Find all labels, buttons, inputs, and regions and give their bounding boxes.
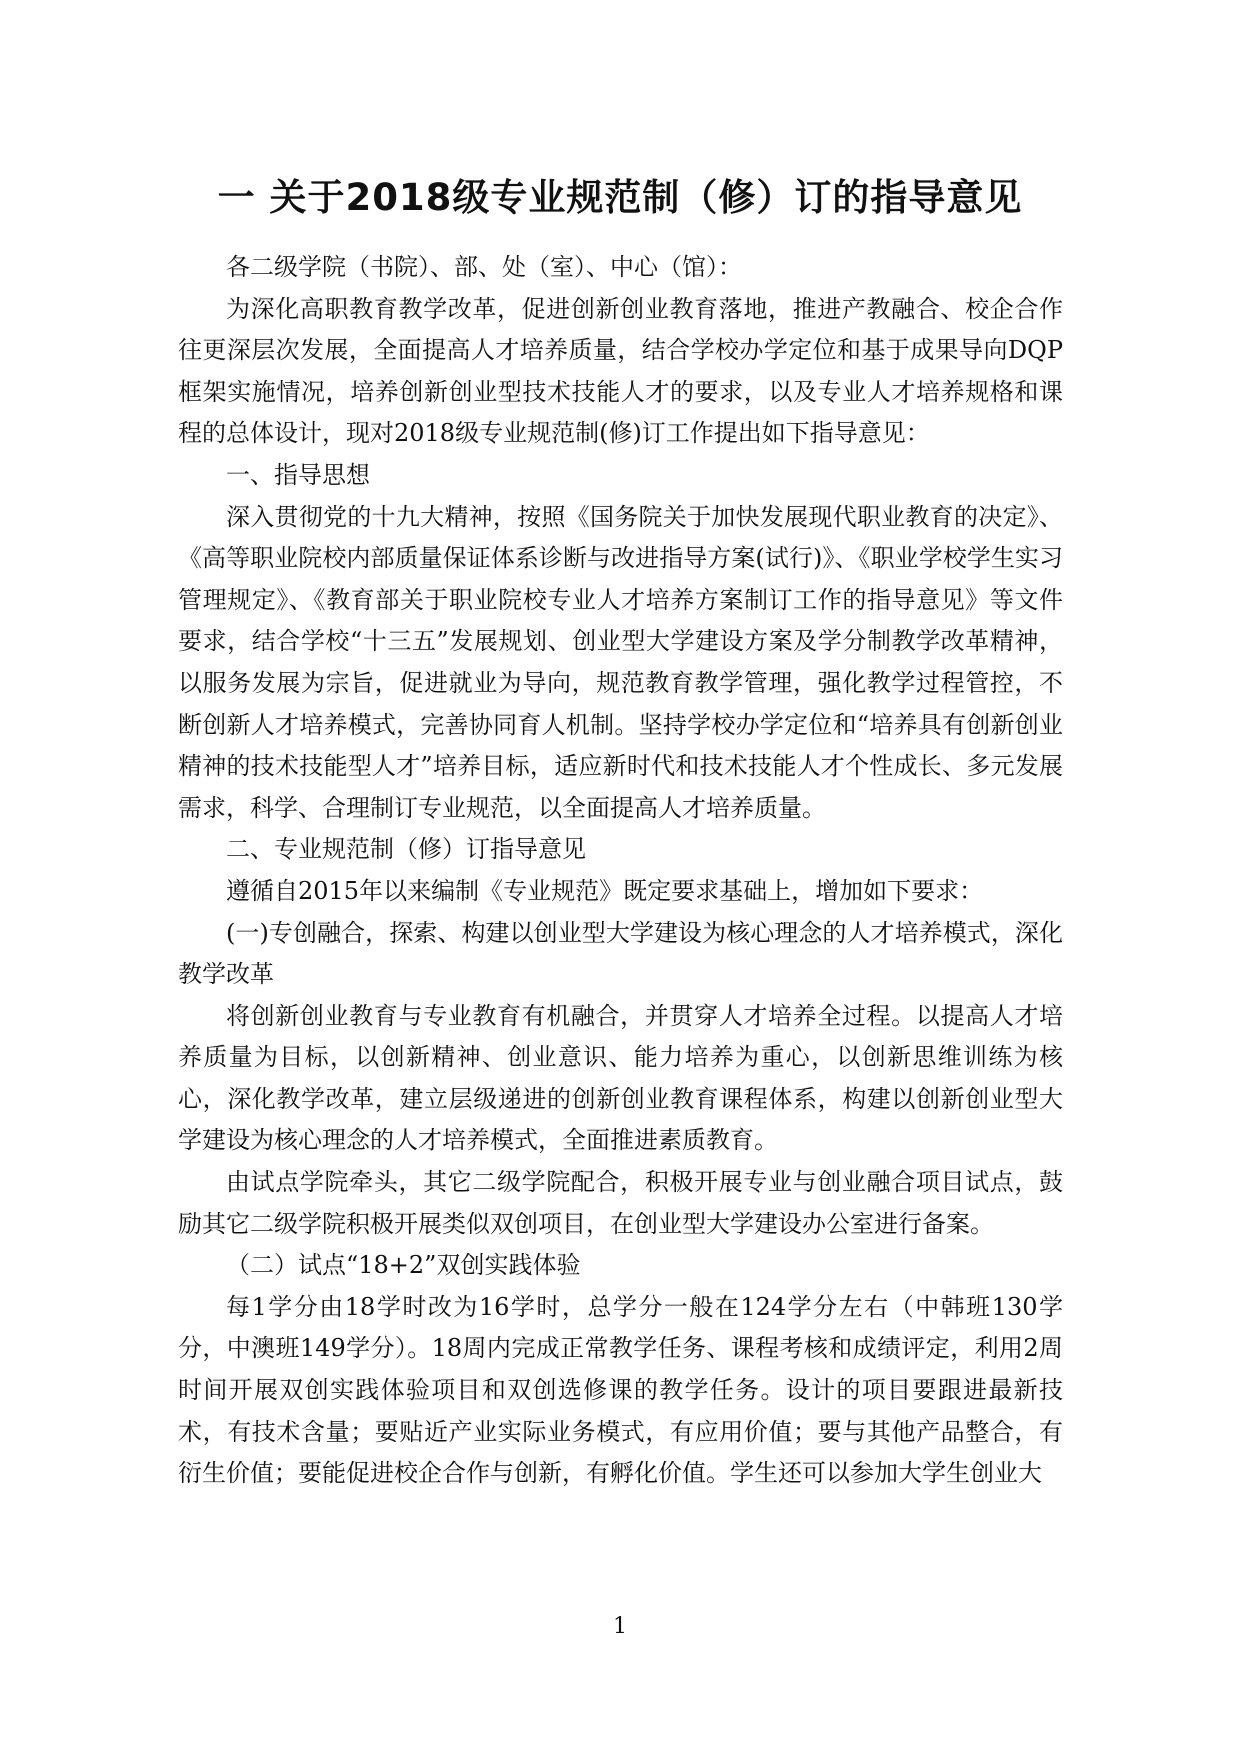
- document-body: [178, 247, 1063, 1495]
- subsection-heading-2: （二）试点“18+2”双创实践体验: [226, 1251, 581, 1280]
- subsection-heading-1: (一)专创融合，探索、构建以创业型大学建设为核心理念的人才培养模式，深化教学改革: [178, 918, 1063, 989]
- paragraph-intro: 为深化高职教育教学改革，促进创新创业教育落地，推进产教融合、校企合作往更深层次发展，全面提高人才培养质量，结合学校办学定位和基于成果导向DQP框架实施情况，培养创新创业型技术技能人才的要求，以及专业人才培养规格和课程的总体设计，现对2018级专业规范制(修)订工作提出如下指导意见：: [178, 294, 1063, 448]
- section-heading-1: 一、指导思想: [226, 460, 370, 489]
- document-title: 一 关于2018级专业规范制（修）订的指导意见: [217, 176, 1023, 219]
- paragraph-guiding-ideology: 深入贯彻党的十九大精神，按照《国务院关于加快发展现代职业教育的决定》、《高等职业院校内部质量保证体系诊断与改进指导方案(试行)》、《职业学校学生实习管理规定》、《教育部关于职业院校专业人才培养方案制订工作的指导意见》等文件要求，结合学校“十三五”发展规划、创业型大学建设方案及学分制教学改革精神，以服务发展为宗旨，促进就业为导向，规范教育教学管理，强化教学过程管控，不断创新人才培养模式，完善协同育人机制。坚持学校办学定位和“培养具有创新创业精神的技术技能型人才”培养目标，适应新时代和技术技能人才个性成长、多元发展需求，科学、合理制订专业规范，以全面提高人才培养质量。: [178, 502, 1063, 822]
- page-number: 1: [613, 1614, 627, 1639]
- section-heading-2: 二、专业规范制（修）订指导意见: [226, 835, 586, 864]
- paragraph-requirements-intro: 遵循自2015年以来编制《专业规范》既定要求基础上，增加如下要求：: [226, 876, 984, 905]
- paragraph-pilot-college: 由试点学院牵头，其它二级学院配合，积极开展专业与创业融合项目试点，鼓励其它二级学院积极开展类似双创项目，在创业型大学建设办公室进行备案。: [178, 1168, 1063, 1238]
- salutation: 各二级学院（书院）、部、处（室）、中心（馆）：: [226, 253, 742, 281]
- paragraph-integration: 将创新创业教育与专业教育有机融合，并贯穿人才培养全过程。以提高人才培养质量为目标，以创新精神、创业意识、能力培养为重心，以创新思维训练为核心，深化教学改革，建立层级递进的创新创业教育课程体系，构建以创新创业型大学建设为核心理念的人才培养模式，全面推进素质教育。: [178, 1001, 1063, 1155]
- paragraph-credits: 每1学分由18学时改为16学时，总学分一般在124学分左右（中韩班130学分，中澳班149学分）。18周内完成正常教学任务、课程考核和成绩评定，利用2周时间开展双创实践体验项目和双创选修课的教学任务。设计的项目要跟进最新技术，有技术含量；要贴近产业实际业务模式，有应用价值；要与其他产品整合，有衍生价值；要能促进校企合作与创新，有孵化价值。学生还可以参加大学生创业大: [178, 1292, 1063, 1488]
